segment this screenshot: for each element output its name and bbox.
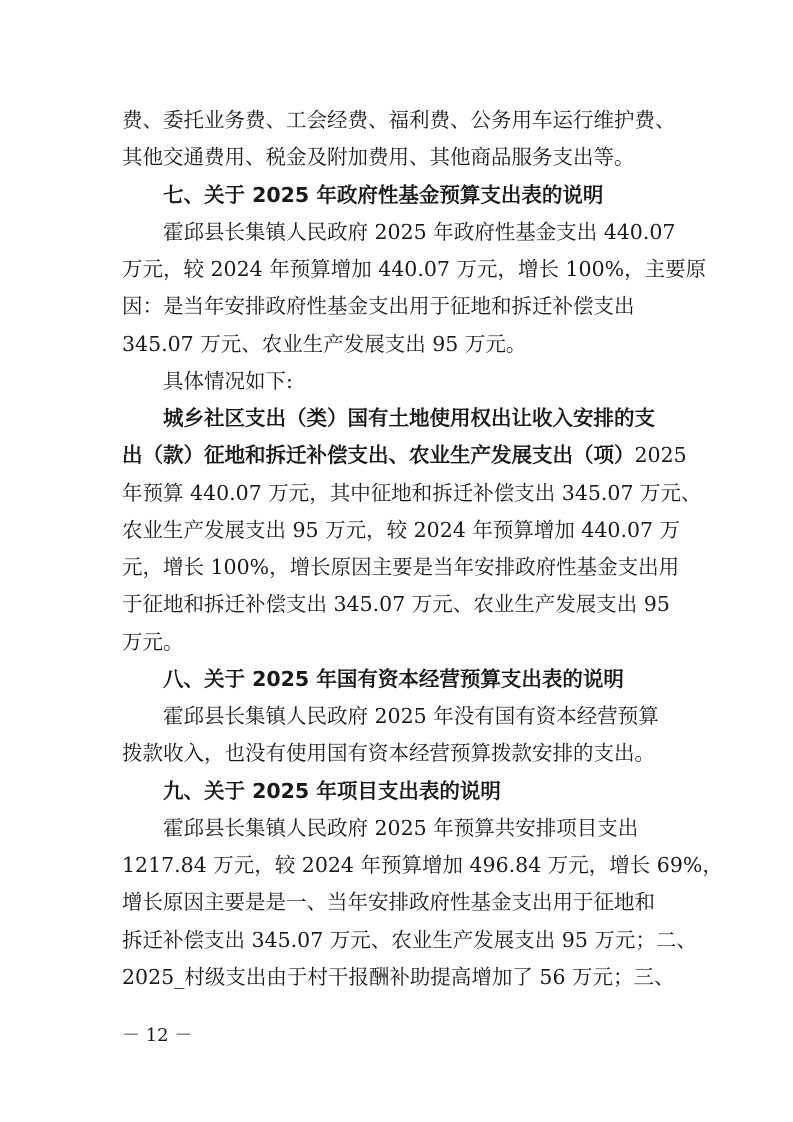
body-text-line: 农业生产发展支出 95 万元，较 2024 年预算增加 440.07 万 <box>122 518 681 542</box>
body-text-line: 霍邱县长集镇人民政府 2025 年政府性基金支出 440.07 <box>163 220 676 244</box>
plain-span: 2025 <box>634 443 687 467</box>
body-text-line: 1217.84 万元，较 2024 年预算增加 496.84 万元，增长 69%， <box>122 853 723 877</box>
body-text-line: 345.07 万元、农业生产发展支出 95 万元。 <box>122 332 527 356</box>
mixed-text-line <box>122 445 687 466</box>
body-text-line: 其他交通费用、税金及附加费用、其他商品服务支出等。 <box>122 145 635 169</box>
body-text-line: 于征地和拆迁补偿支出 345.07 万元、农业生产发展支出 95 <box>122 592 670 616</box>
section-heading: 九、关于 2025 年项目支出表的说明 <box>163 779 501 803</box>
body-text-line: 万元。 <box>122 630 184 654</box>
body-text-line: 2025_村级支出由于村干报酬补助提高增加了 56 万元；三、 <box>122 965 675 989</box>
body-text-line: 费、委托业务费、工会经费、福利费、公务用车运行维护费、 <box>122 108 676 132</box>
body-text-line: 具体情况如下: <box>163 369 293 393</box>
section-heading: 七、关于 2025 年政府性基金预算支出表的说明 <box>163 183 604 207</box>
bold-text-line: 城乡社区支出（类）国有土地使用权出让收入安排的支 <box>163 406 655 430</box>
body-text-line: 元，增长 100%，增长原因主要是当年安排政府性基金支出用 <box>122 555 680 579</box>
body-text-line: 霍邱县长集镇人民政府 2025 年预算共安排项目支出 <box>163 816 639 840</box>
body-text-line: 增长原因主要是是一、当年安排政府性基金支出用于征地和 <box>122 890 655 914</box>
body-text-line: 拨款收入，也没有使用国有资本经营预算拨款安排的支出。 <box>122 741 655 765</box>
body-text-line: 年预算 440.07 万元，其中征地和拆迁补偿支出 345.07 万元、 <box>122 481 702 505</box>
section-heading: 八、关于 2025 年国有资本经营预算支出表的说明 <box>163 667 624 691</box>
body-text-line: 因：是当年安排政府性基金支出用于征地和拆迁补偿支出 <box>122 294 635 318</box>
page-number: － 12 － <box>122 1025 193 1046</box>
body-text-line: 拆迁补偿支出 345.07 万元、农业生产发展支出 95 万元；二、 <box>122 928 697 952</box>
body-text-line: 霍邱县长集镇人民政府 2025 年没有国有资本经营预算 <box>163 704 659 728</box>
bold-span: 出（款）征地和拆迁补偿支出、农业生产发展支出（项） <box>122 443 635 467</box>
body-text-line: 万元，较 2024 年预算增加 440.07 万元，增长 100%，主要原 <box>122 257 707 281</box>
